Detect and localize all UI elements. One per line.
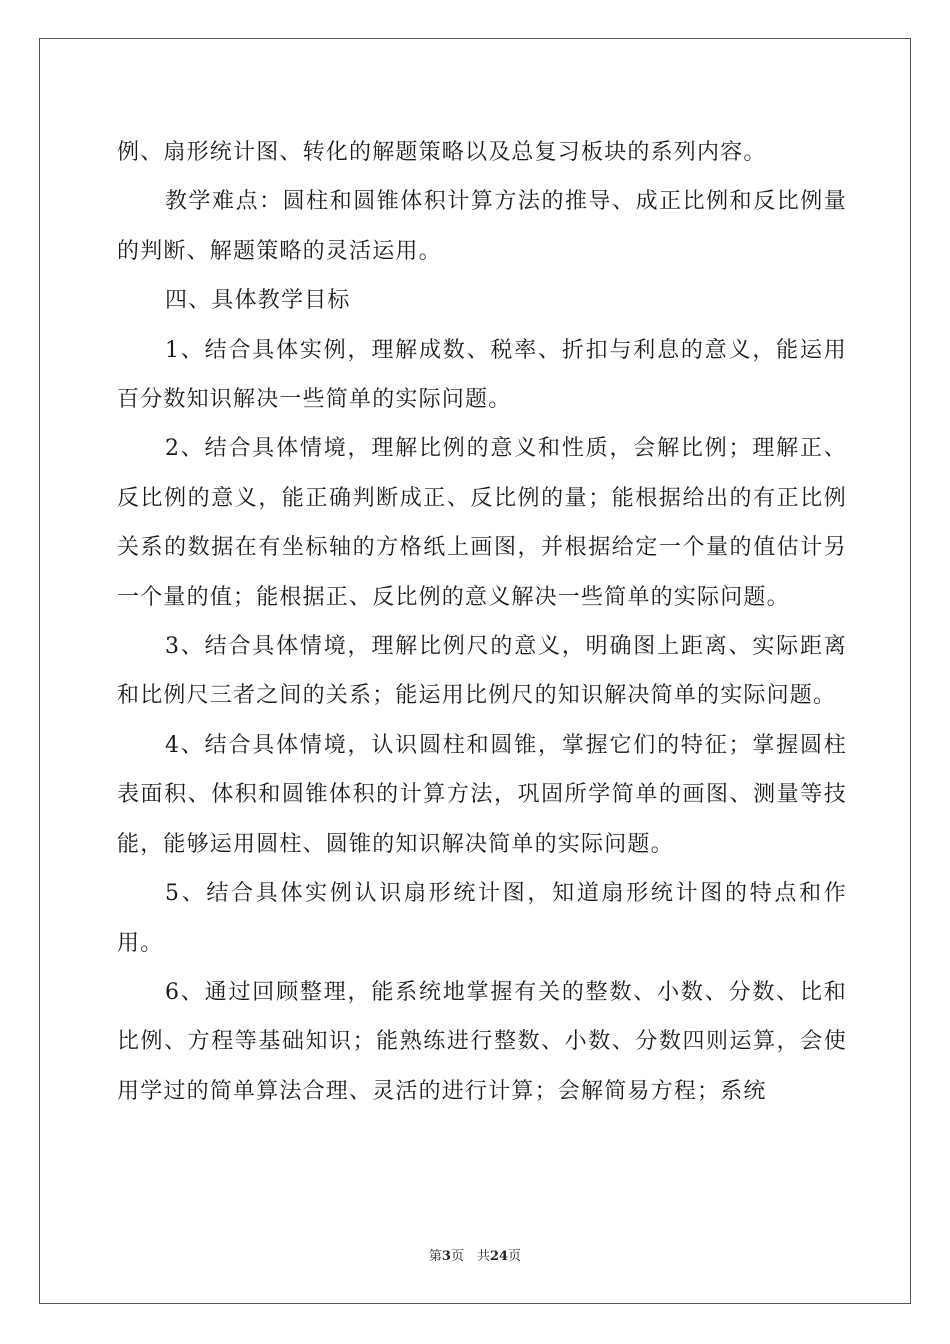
- section-heading: 四、具体教学目标: [165, 288, 351, 314]
- paragraph: 5、结合具体实例认识扇形统计图，知道扇形统计图的特点和作用。: [117, 881, 847, 956]
- document-body: [117, 128, 847, 1116]
- current-page-number: 3: [441, 1249, 451, 1264]
- footer-prefix: 第: [428, 1249, 442, 1264]
- paragraph: 教学难点：圆柱和圆锥体积计算方法的推导、成正比例和反比例量的判断、解题策略的灵活运用。: [117, 189, 847, 264]
- page-footer: [0, 1245, 950, 1264]
- total-page-number: 24: [489, 1249, 509, 1264]
- paragraph: 例、扇形统计图、转化的解题策略以及总复习板块的系列内容。: [117, 140, 767, 165]
- paragraph: 1、结合具体实例，理解成数、税率、折扣与利息的意义，能运用百分数知识解决一些简单的实际问题。: [117, 337, 847, 413]
- paragraph: 3、结合具体情境，理解比例尺的意义，明确图上距离、实际距离和比例尺三者之间的关系；能运用比例尺的知识解决简单的实际问题。: [117, 634, 847, 709]
- paragraph: 6、通过回顾整理，能系统地掌握有关的整数、小数、分数、比和比例、方程等基础知识；能熟练进行整数、小数、分数四则运算，会使用学过的简单算法合理、灵活的进行计算；会解简易方程；系统: [117, 979, 847, 1104]
- paragraph: 4、结合具体情境，认识圆柱和圆锥，掌握它们的特征；掌握圆柱表面积、体积和圆锥体积的计算方法，巩固所学简单的画图、测量等技能，能够运用圆柱、圆锥的知识解决简单的实际问题。: [117, 732, 847, 857]
- footer-suffix: 页: [508, 1249, 522, 1264]
- paragraph: 2、结合具体情境，理解比例的意义和性质，会解比例；理解正、反比例的意义，能正确判断成正、反比例的量；能根据给出的有正比例关系的数据在有坐标轴的方格纸上画图，并根据给定一个量的值估计另一个量的值；能根据正、反比例的意义解决一些简单的实际问题。: [117, 436, 847, 610]
- footer-mid: 页 共: [450, 1249, 490, 1264]
